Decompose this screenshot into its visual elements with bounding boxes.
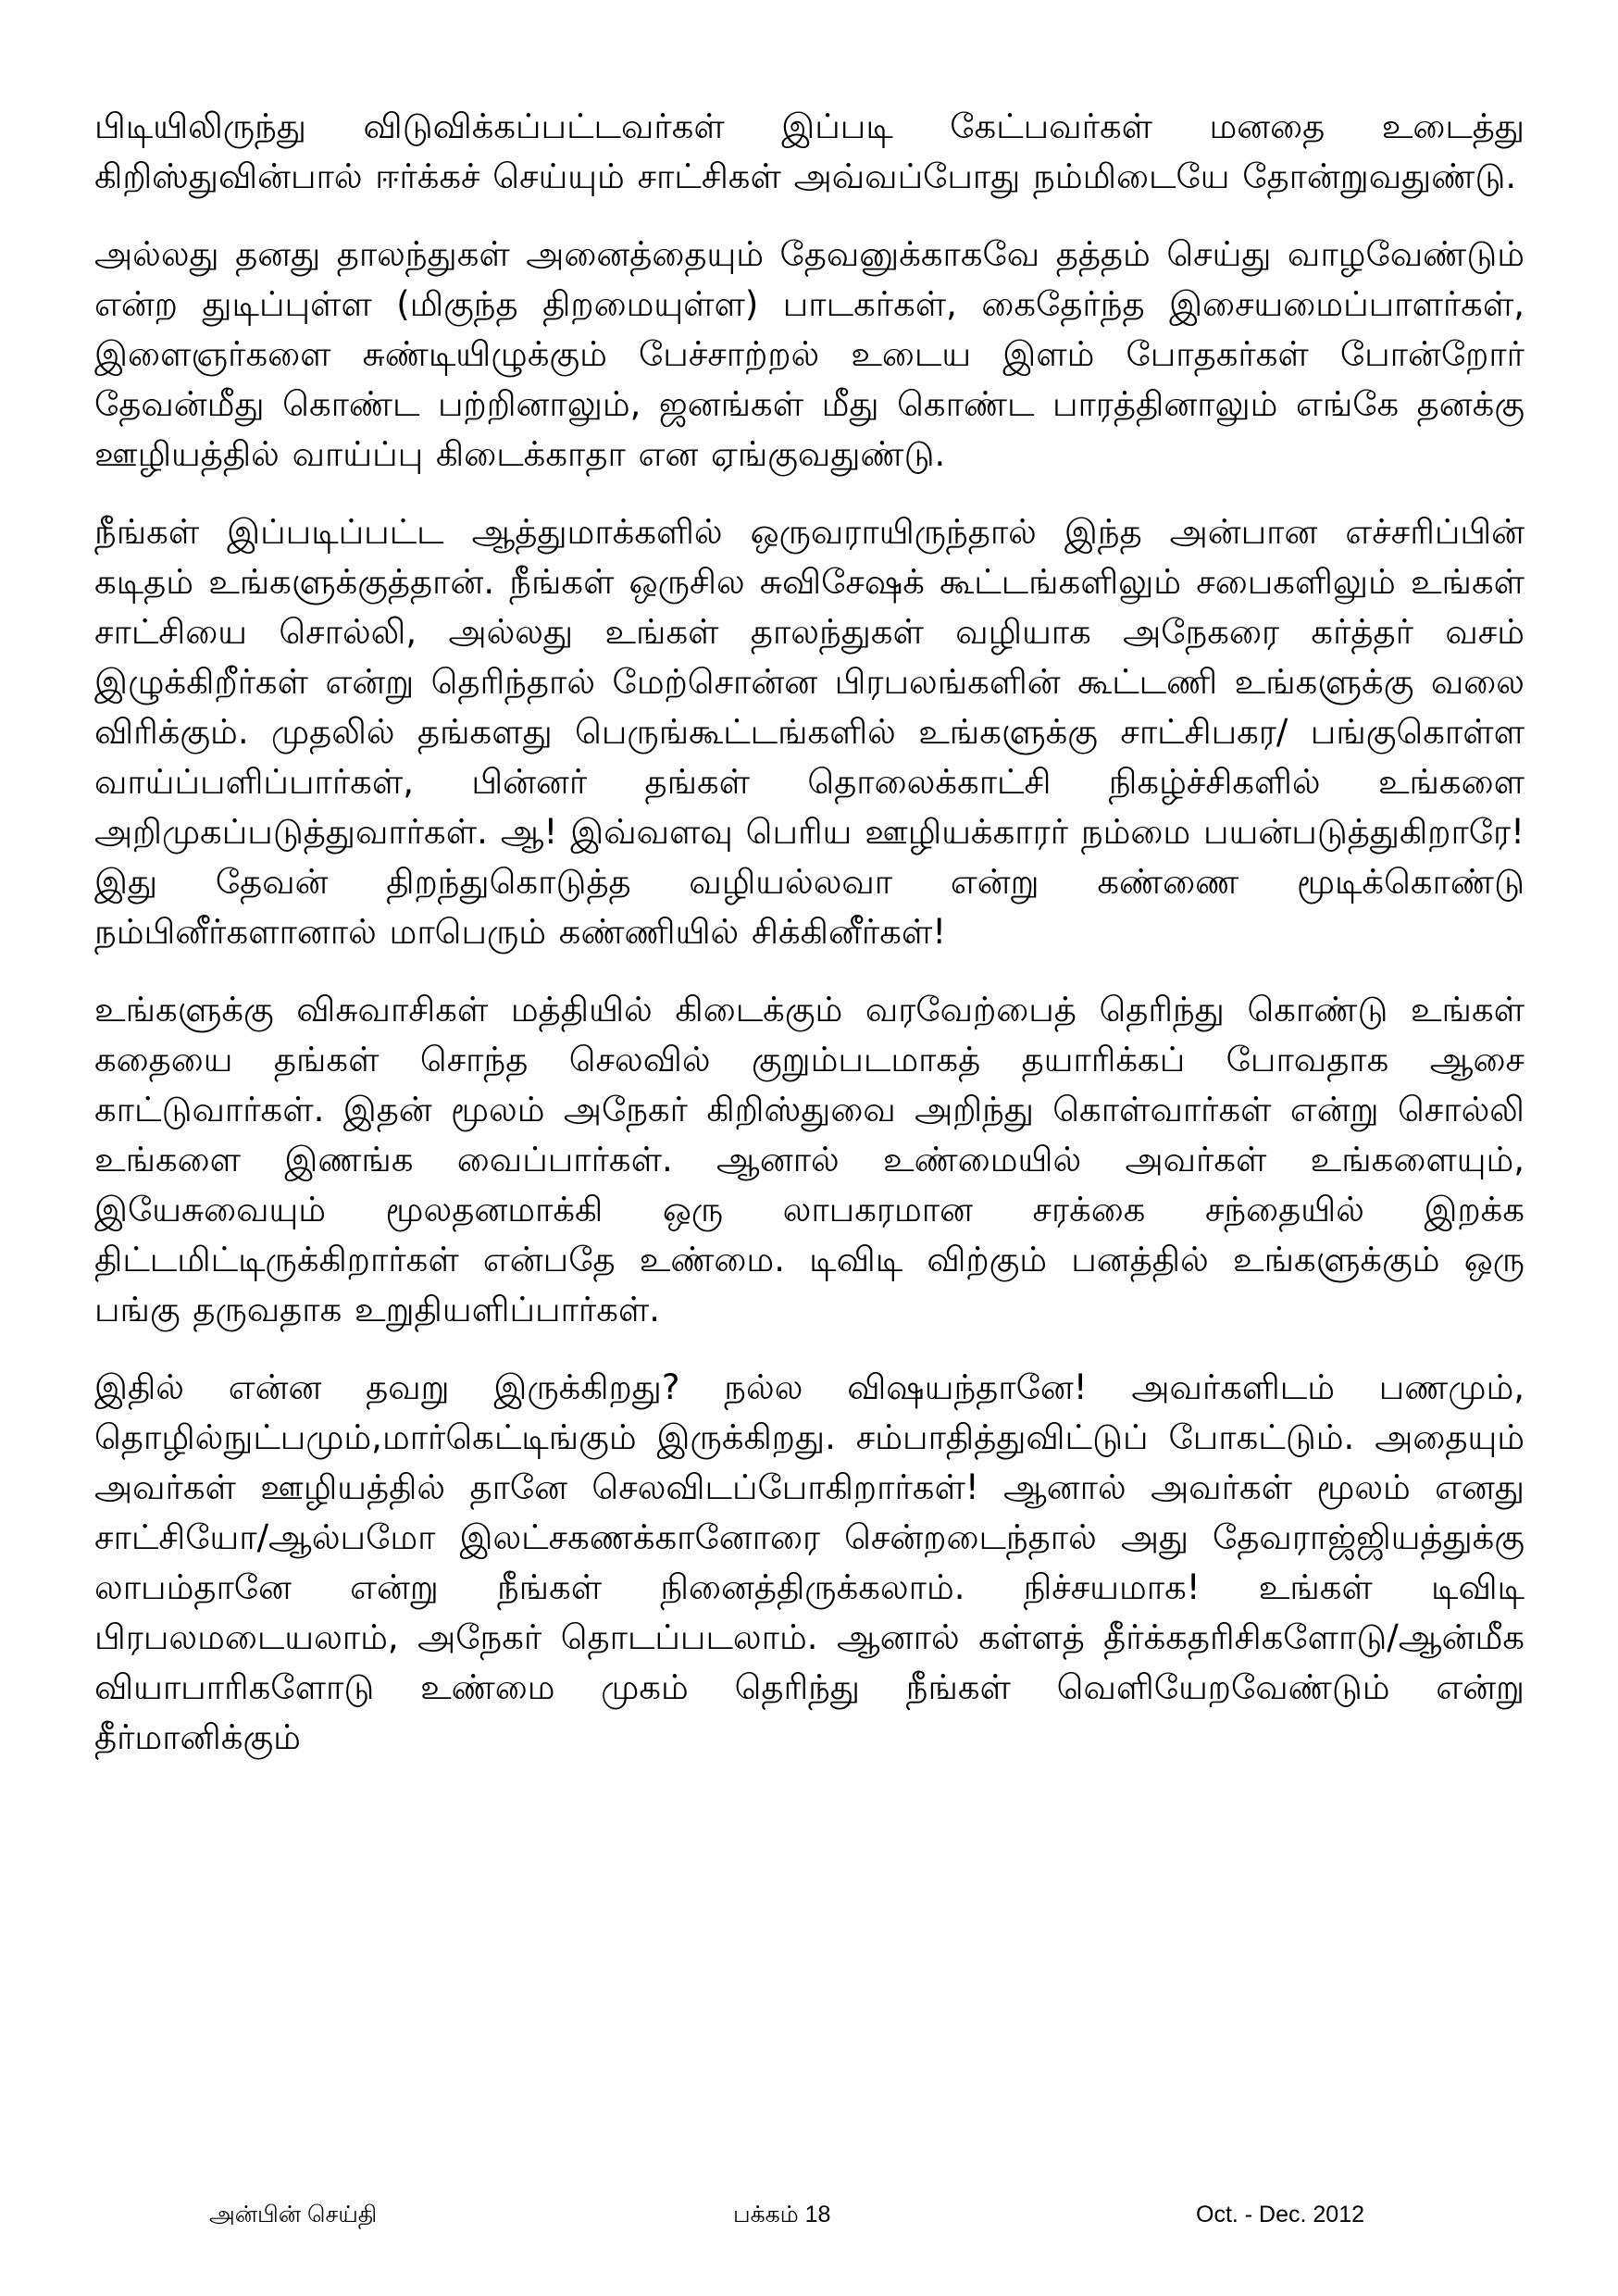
- body-text: [94, 102, 1525, 1791]
- paragraph-4: உங்களுக்கு விசுவாசிகள் மத்தியில் கிடைக்கும் வரவேற்பைத் தெரிந்து கொண்டு உங்கள் கதையை தங்கள் சொந்த செலவில் குறும்படமாகத் தயாரிக்கப் போவதாக ஆசை காட்டுவார்கள். இதன் மூலம் அநேகர் கிறிஸ்துவை அறிந்து கொள்வார்கள் என்று சொல்லி உங்களை இணங்க வைப்பார்கள். ஆனால் உண்மையில் அவர்கள் உங்களையும், இயேசுவையும் மூலதனமாக்கி ஒரு லாபகரமான சரக்கை சந்தையில் இறக்க திட்டமிட்டிருக்கிறார்கள் என்பதே உண்மை. டிவிடி விற்கும் பனத்தில் உங்களுக்கும் ஒரு பங்கு தருவதாக உறுதியளிப்பார்கள்.: [94, 990, 1525, 1329]
- paragraph-2: அல்லது தனது தாலந்துகள் அனைத்தையும் தேவனுக்காகவே தத்தம் செய்து வாழவேண்டும் என்ற துடிப்புள்ள (மிகுந்த திறமையுள்ள) பாடகர்கள், கைதேர்ந்த இசையமைப்பாளர்கள், இளைஞர்களை சுண்டியிழுக்கும் பேச்சாற்றல் உடைய இளம் போதகர்கள் போன்றோர் தேவன்மீது கொண்ட பற்றினாலும், ஜனங்கள் மீது கொண்ட பாரத்தினாலும் எங்கே தனக்கு ஊழியத்தில் வாய்ப்பு கிடைக்காதா என ஏங்குவதுண்டு.: [94, 234, 1525, 474]
- page-footer: [0, 2202, 1618, 2239]
- footer-page-number: பக்கம் 18: [733, 2202, 831, 2227]
- paragraph-1: பிடியிலிருந்து விடுவிக்கப்பட்டவர்கள் இப்படி கேட்பவர்கள் மனதை உடைத்து கிறிஸ்துவின்பால் ஈர்க்கச் செய்யும் சாட்சிகள் அவ்வப்போது நம்மிடையே தோன்றுவதுண்டு.: [94, 106, 1525, 196]
- paragraph-5: இதில் என்ன தவறு இருக்கிறது? நல்ல விஷயந்தானே! அவர்களிடம் பணமும், தொழில்நுட்பமும்,மார்கெட்டிங்கும் இருக்கிறது. சம்பாதித்துவிட்டுப் போகட்டும். அதையும் அவர்கள் ஊழியத்தில் தானே செலவிடப்போகிறார்கள்! ஆனால் அவர்கள் மூலம் எனது சாட்சியோ/ஆல்பமோ இலட்சகணக்கானோரை சென்றடைந்தால் அது தேவராஜ்ஜியத்துக்கு லாபம்தானே என்று நீங்கள் நினைத்திருக்கலாம். நிச்சயமாக! உங்கள் டிவிடி பிரபலமடையலாம், அநேகர் தொடப்படலாம். ஆனால் கள்ளத் தீர்க்கதரிசிகளோடு/ஆன்மீக வியாபாரிகளோடு உண்மை முகம் தெரிந்து நீங்கள் வெளியேறவேண்டும் என்று தீர்மானிக்கும்: [94, 1367, 1525, 1757]
- footer-issue-date: Oct. - Dec. 2012: [1196, 2202, 1365, 2227]
- footer-magazine-title: அன்பின் செய்தி: [209, 2202, 378, 2227]
- paragraph-3: நீங்கள் இப்படிப்பட்ட ஆத்துமாக்களில் ஒருவராயிருந்தால் இந்த அன்பான எச்சரிப்பின் கடிதம் உங்களுக்குத்தான். நீங்கள் ஒருசில சுவிசேஷக் கூட்டங்களிலும் சபைகளிலும் உங்கள் சாட்சியை சொல்லி, அல்லது உங்கள் தாலந்துகள் வழியாக அநேகரை கர்த்தர் வசம் இழுக்கிறீர்கள் என்று தெரிந்தால் மேற்சொன்ன பிரபலங்களின் கூட்டணி உங்களுக்கு வலை விரிக்கும். முதலில் தங்களது பெருங்கூட்டங்களில் உங்களுக்கு சாட்சிபகர/ பங்குகொள்ள வாய்ப்பளிப்பார்கள், பின்னர் தங்கள் தொலைக்காட்சி நிகழ்ச்சிகளில் உங்களை அறிமுகப்படுத்துவார்கள். ஆ! இவ்வளவு பெரிய ஊழியக்காரர் நம்மை பயன்படுத்துகிறாரே! இது தேவன் திறந்துகொடுத்த வழியல்லவா என்று கண்ணை மூடிக்கொண்டு நம்பினீர்களானால் மாபெரும் கண்ணியில் சிக்கினீர்கள்!: [94, 512, 1525, 952]
